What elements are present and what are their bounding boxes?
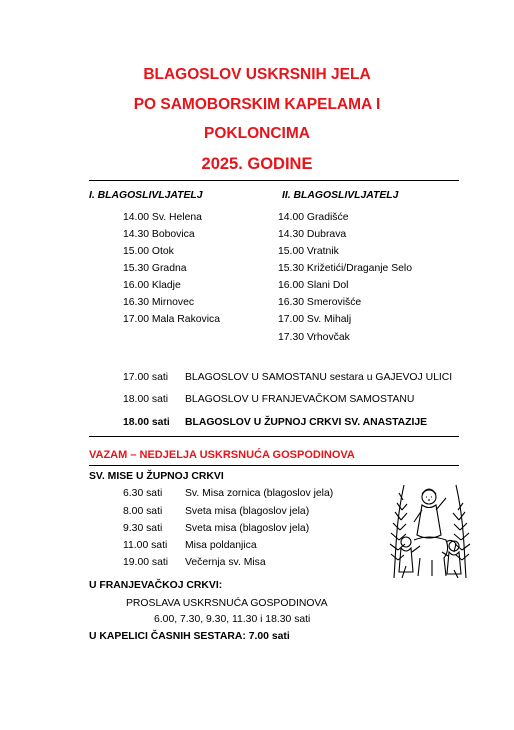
mass-time: 11.00 sati (123, 540, 168, 551)
list-item: 14.00 Gradišće (278, 212, 349, 223)
chapel-line: U KAPELICI ČASNIH SESTARA: 7.00 sati (89, 631, 290, 642)
list-item: 17.00 Mala Rakovica (123, 314, 221, 325)
franciscan-celebration: PROSLAVA USKRSNUĆA GOSPODINOVA (126, 598, 328, 609)
blessing-text: BLAGOSLOV U SAMOSTANU sestara u GAJEVOJ ULICI (185, 372, 453, 383)
blessing-time: 18.00 sati (123, 417, 170, 428)
list-item: 14.30 Bobovica (123, 229, 195, 240)
title-line-2: PO SAMOBORSKIM KAPELAMA I (133, 96, 381, 113)
blessing-text: BLAGOSLOV U FRANJEVAČKOM SAMOSTANU (185, 394, 415, 405)
mass-time: 8.00 sati (123, 506, 163, 517)
mass-time: 6.30 sati (123, 488, 163, 499)
blessing-time: 17.00 sati (123, 372, 169, 383)
franciscan-heading: U FRANJEVAČKOJ CRKVI: (89, 580, 223, 591)
mass-time: 19.00 sati (123, 557, 169, 568)
franciscan-times: 6.00, 7.30, 9.30, 11.30 i 18.30 sati (154, 614, 311, 625)
blessing-time: 18.00 sati (123, 394, 169, 405)
column-heading-second: II. BLAGOSLIVLJATELJ (282, 190, 399, 201)
title-line-1: BLAGOSLOV USKRSNIH JELA (143, 66, 371, 83)
mass-text: Večernja sv. Misa (185, 557, 266, 568)
parish-masses-heading: SV. MISE U ŽUPNOJ CRKVI (89, 471, 224, 482)
list-item: 16.00 Slani Dol (278, 280, 349, 291)
mass-text: Sveta misa (blagoslov jela) (185, 506, 310, 517)
column-heading-first: I. BLAGOSLIVLJATELJ (89, 190, 203, 201)
mass-text: Sveta misa (blagoslov jela) (185, 523, 310, 534)
easter-rule (89, 465, 459, 466)
list-item: 15.30 Križetići/Draganje Selo (278, 263, 412, 274)
list-item: 16.30 Smerovišće (278, 297, 362, 308)
list-item: 17.30 Vrhovčak (278, 332, 350, 343)
list-item: 14.30 Dubrava (278, 229, 347, 240)
palm-sunday-illustration (386, 480, 472, 580)
top-rule (89, 180, 459, 181)
list-item: 14.00 Sv. Helena (123, 212, 202, 223)
list-item: 16.00 Kladje (123, 280, 181, 291)
list-item: 15.30 Gradna (123, 263, 187, 274)
middle-rule (89, 436, 459, 437)
title-line-4: 2025. GODINE (201, 155, 313, 173)
list-item: 16.30 Mirnovec (123, 297, 195, 308)
easter-heading: VAZAM – NEDJELJA USKRSNUĆA GOSPODINOVA (89, 449, 355, 461)
mass-text: Misa poldanjica (185, 540, 257, 551)
list-item: 15.00 Vratnik (278, 246, 339, 257)
title-line-3: POKLONCIMA (204, 125, 310, 142)
list-item: 15.00 Otok (123, 246, 174, 257)
mass-text: Sv. Misa zornica (blagoslov jela) (185, 488, 334, 499)
mass-time: 9.30 sati (123, 523, 163, 534)
list-item: 17.00 Sv. Mihalj (278, 314, 352, 325)
blessing-text: BLAGOSLOV U ŽUPNOJ CRKVI SV. ANASTAZIJE (185, 417, 428, 428)
